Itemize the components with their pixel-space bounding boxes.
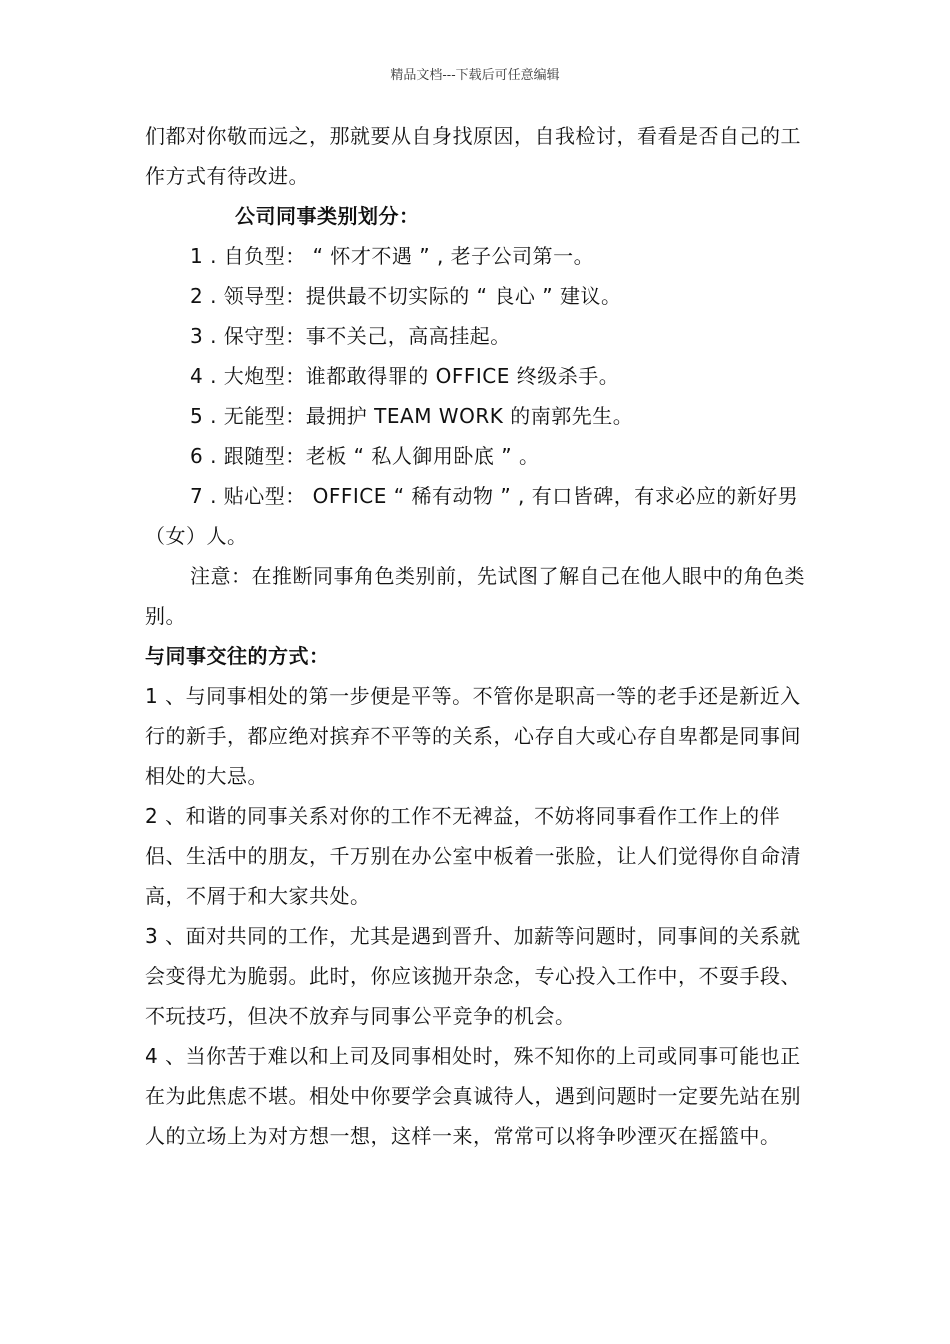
- numbered-paragraph: 4 、当你苦于难以和上司及同事相处时，殊不知你的上司或同事可能也正在为此焦虑不堪。相处中你要学会真诚待人，遇到问题时一定要先站在别人的立场上为对方想一想，这样一来，常常可以将争吵湮灭在摇篮中。: [145, 1044, 801, 1148]
- note-paragraph: 注意：在推断同事角色类别前，先试图了解自己在他人眼中的角色类别。: [145, 564, 805, 628]
- list-item: 4 . 大炮型：谁都敢得罪的 OFFICE 终级杀手。: [190, 364, 620, 388]
- section-heading-colleague-types: 公司同事类别划分：: [235, 204, 420, 228]
- list-item: 3 . 保守型：事不关己，高高挂起。: [190, 324, 511, 348]
- numbered-paragraph: 1 、与同事相处的第一步便是平等。不管你是职高一等的老手还是新近入行的新手，都应绝对摈弃不平等的关系，心存自大或心存自卑都是同事间相处的大忌。: [145, 684, 801, 788]
- list-item: 1 . 自负型： “ 怀才不遇 ” , 老子公司第一。: [190, 244, 595, 268]
- list-item: 6 . 跟随型：老板 “ 私人御用卧底 ” 。: [190, 444, 540, 468]
- list-item: 7 . 贴心型： OFFICE “ 稀有动物 ” , 有口皆碑，有求必应的新好男（女）人。: [145, 484, 799, 548]
- list-item: 2 . 领导型：提供最不切实际的 “ 良心 ” 建议。: [190, 284, 622, 308]
- list-item: 5 . 无能型：最拥护 TEAM WORK 的南郭先生。: [190, 404, 634, 428]
- page-header: 精品文档---下载后可任意编辑: [390, 68, 560, 83]
- numbered-paragraph: 2 、和谐的同事关系对你的工作不无裨益，不妨将同事看作工作上的伴侣、生活中的朋友，千万别在办公室中板着一张脸，让人们觉得你自命清高，不屑于和大家共处。: [145, 804, 801, 908]
- paragraph-continuation: 们都对你敬而远之，那就要从自身找原因，自我检讨，看看是否自己的工作方式有待改进。: [145, 124, 801, 188]
- numbered-paragraph: 3 、面对共同的工作，尤其是遇到晋升、加薪等问题时，同事间的关系就会变得尤为脆弱。此时，你应该抛开杂念，专心投入工作中，不耍手段、不玩技巧，但决不放弃与同事公平竞争的机会。: [145, 924, 801, 1028]
- section-heading-interaction: 与同事交往的方式：: [145, 644, 330, 668]
- document-body: [145, 116, 817, 1156]
